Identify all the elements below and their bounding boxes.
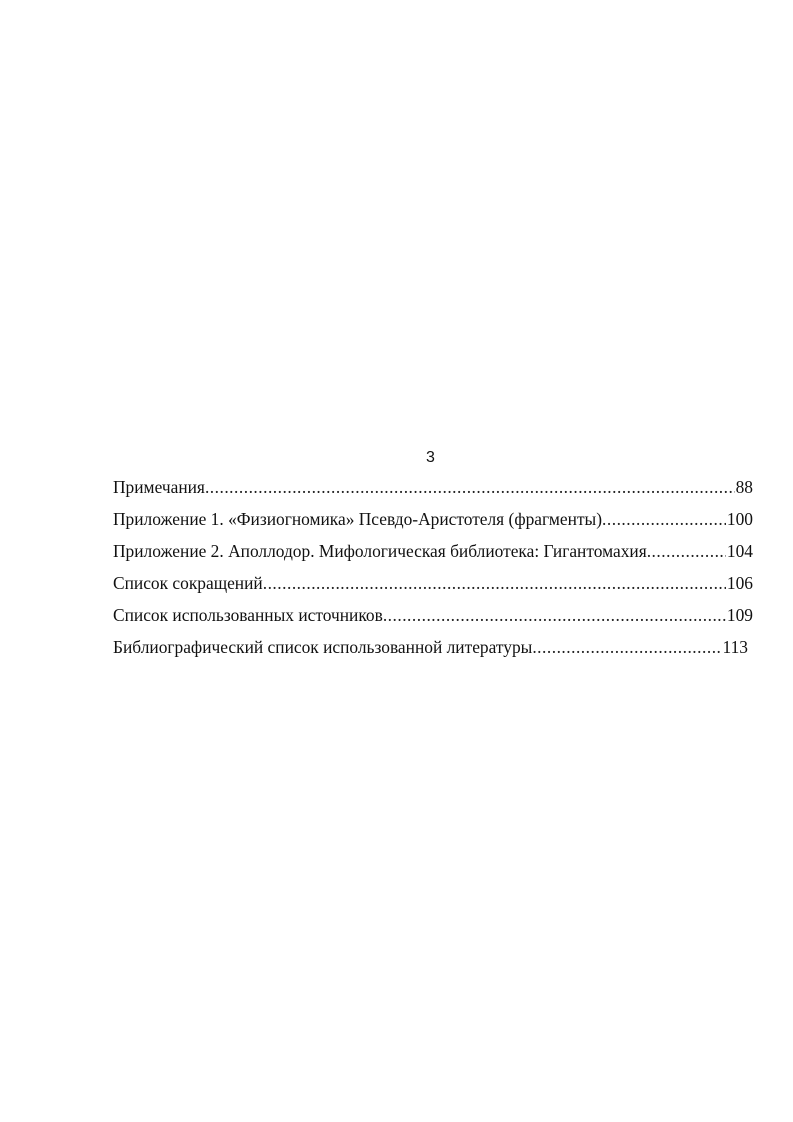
dot-leader xyxy=(263,572,726,594)
toc-entry-page: 104 xyxy=(726,541,753,561)
toc-entry-title: Библиографический список использованной литературы xyxy=(113,637,533,657)
toc-entry-title: Список сокращений xyxy=(113,573,263,593)
dot-leader xyxy=(383,604,726,626)
toc-entry-abbreviations xyxy=(113,572,753,604)
dot-leader xyxy=(647,540,726,562)
toc-entry-title: Список использованных источников xyxy=(113,605,383,625)
toc-entry-bibliography xyxy=(113,636,748,668)
toc-entry-title: Приложение 1. «Физиогномика» Псевдо-Аристотеля (фрагменты) xyxy=(113,509,603,529)
dot-leader xyxy=(602,508,726,530)
toc-entry-notes xyxy=(113,476,753,508)
dot-leader xyxy=(532,636,721,658)
page-number: 3 xyxy=(426,449,435,466)
toc-entry-page: 109 xyxy=(726,605,753,625)
toc-entry-title: Приложение 2. Аполлодор. Мифологическая библиотека: Гигантомахия xyxy=(113,541,647,561)
toc-entry-appendix-2 xyxy=(113,540,753,572)
toc-entry-title: Примечания xyxy=(113,477,205,497)
table-of-contents xyxy=(113,476,753,668)
dot-leader xyxy=(205,476,735,498)
toc-entry-sources xyxy=(113,604,753,636)
toc-entry-appendix-1 xyxy=(113,508,753,540)
toc-entry-page: 100 xyxy=(726,509,753,529)
toc-entry-page: 88 xyxy=(735,477,753,497)
toc-entry-page: 106 xyxy=(726,573,753,593)
toc-entry-page: 113 xyxy=(722,637,748,657)
